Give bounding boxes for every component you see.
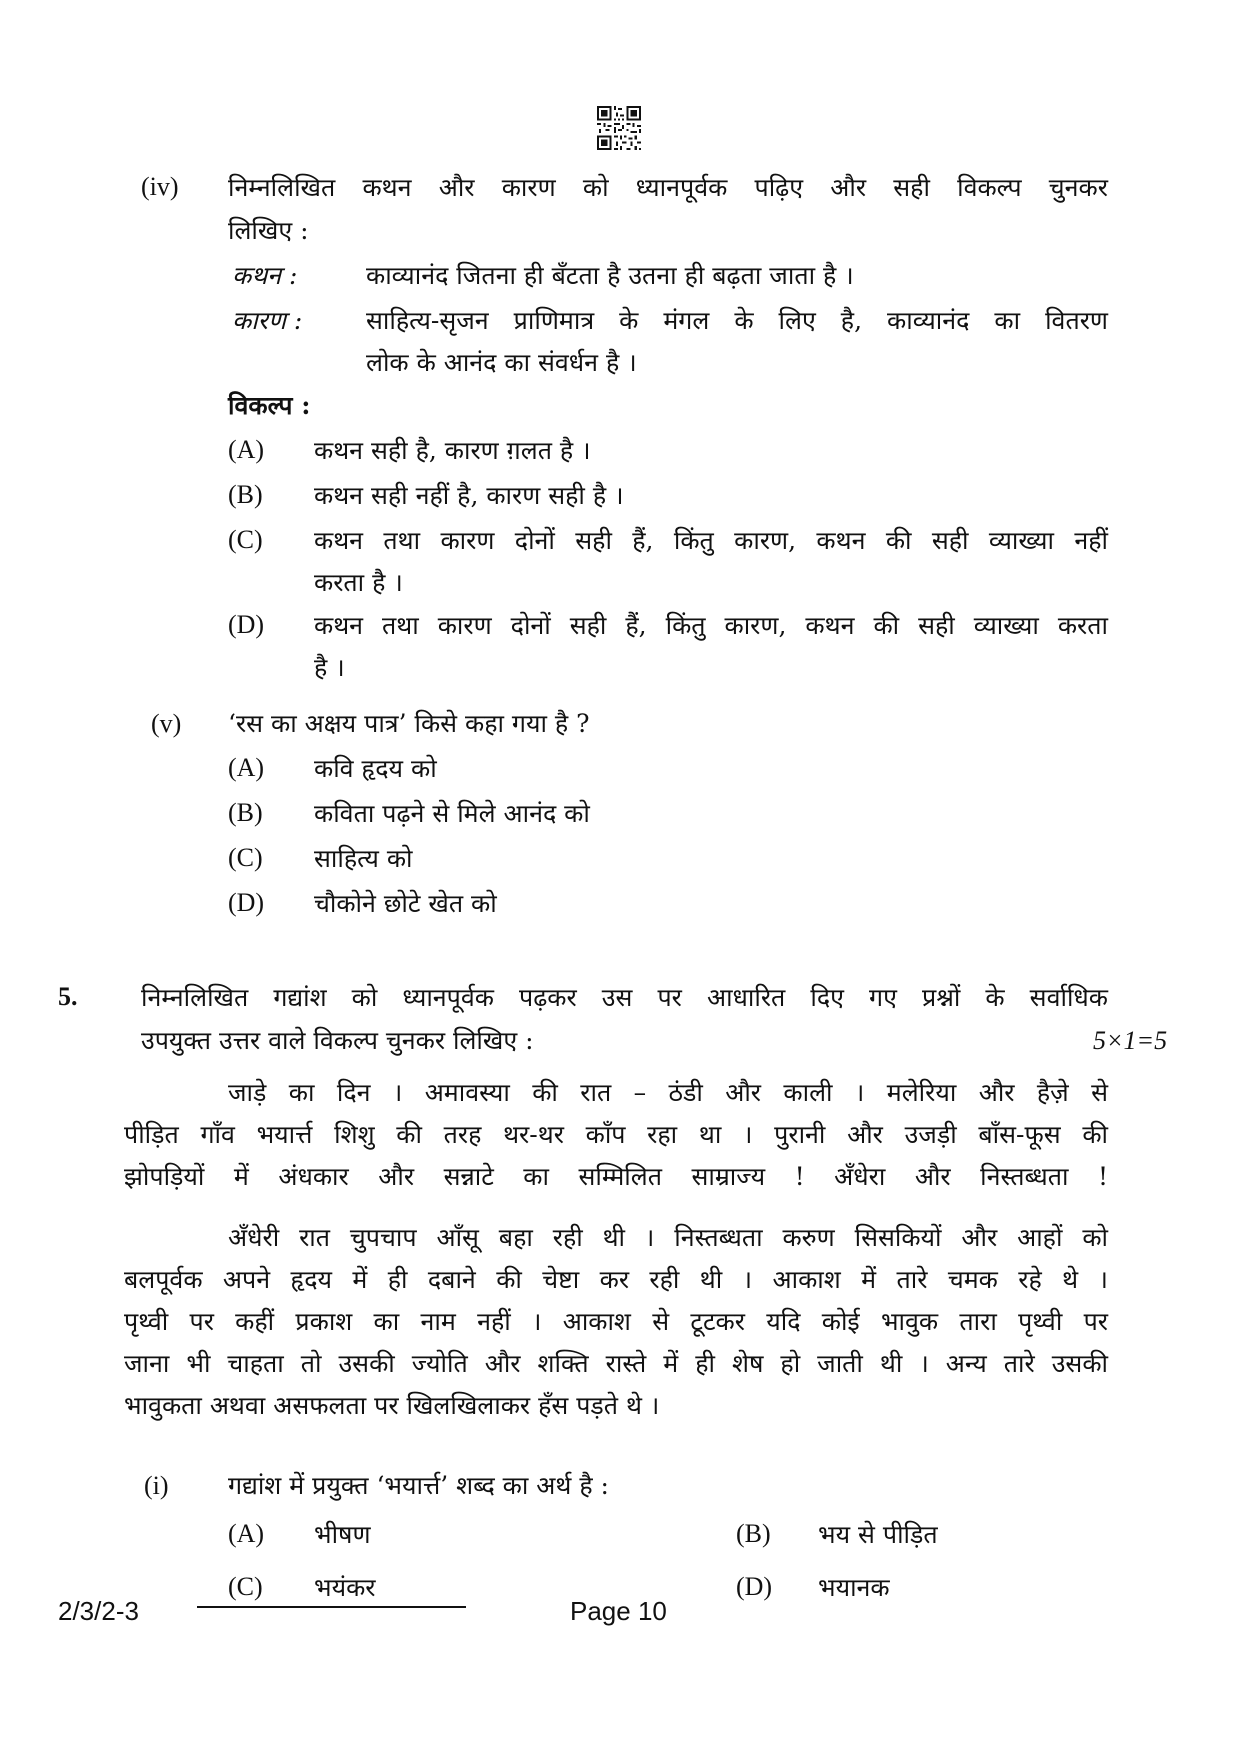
- page-number: Page 10: [570, 1596, 667, 1626]
- question-number: (v): [151, 709, 182, 738]
- marks: 5×1=5: [1093, 1026, 1168, 1055]
- option-label: (C): [228, 843, 263, 872]
- question-instruction: निम्नलिखित गद्यांश को ध्यानपूर्वक पढ़कर उस पर आधारित दिए गए प्रश्नों के सर्वाधिक: [141, 983, 1108, 1012]
- option-label: (B): [736, 1519, 771, 1548]
- option-text: चौकोने छोटे खेत को: [314, 889, 497, 918]
- option-text: भयंकर: [314, 1573, 376, 1602]
- option-text: कवि हृदय को: [314, 754, 437, 783]
- option-text: कथन तथा कारण दोनों सही हैं, किंतु कारण, कथन की सही व्याख्या नहीं: [314, 526, 1108, 555]
- passage-line: पृथ्वी पर कहीं प्रकाश का नाम नहीं । आकाश से टूटकर यदि कोई भावुक तारा पृथ्वी पर: [124, 1307, 1108, 1336]
- option-text: कथन सही है, कारण ग़लत है ।: [314, 436, 591, 465]
- option-label: (C): [228, 525, 263, 554]
- option-text-cont: करता है ।: [314, 568, 403, 597]
- question-number: (iv): [141, 172, 179, 201]
- question-text: ‘रस का अक्षय पात्र’ किसे कहा गया है ?: [228, 709, 590, 738]
- option-label: (A): [228, 435, 265, 464]
- footer-divider: [197, 1606, 466, 1608]
- option-text: भयानक: [818, 1573, 890, 1602]
- assertion-label: कथन :: [232, 261, 298, 290]
- options-heading: विकल्प :: [228, 391, 311, 420]
- reason-text: साहित्य-सृजन प्राणिमात्र के मंगल के लिए है, काव्यानंद का वितरण: [366, 306, 1108, 335]
- option-label: (A): [228, 1519, 265, 1548]
- option-label: (D): [736, 1572, 773, 1601]
- passage-line: भावुकता अथवा असफलता पर खिलखिलाकर हँस पड़ते थे ।: [124, 1391, 660, 1420]
- option-text: कथन सही नहीं है, कारण सही है ।: [314, 481, 624, 510]
- assertion-text: काव्यानंद जितना ही बँटता है उतना ही बढ़ता जाता है ।: [366, 261, 854, 290]
- option-label: (D): [228, 888, 265, 917]
- passage-line: जाड़े का दिन । अमावस्या की रात – ठंडी और काली । मलेरिया और हैज़े से: [228, 1078, 1108, 1107]
- question-text: गद्यांश में प्रयुक्त ‘भयार्त्त’ शब्द का अर्थ है :: [228, 1471, 609, 1500]
- question-number: 5.: [58, 982, 78, 1011]
- paper-code: 2/3/2-3: [58, 1596, 139, 1626]
- option-text: भय से पीड़ित: [818, 1520, 938, 1549]
- option-text: कथन तथा कारण दोनों सही हैं, किंतु कारण, कथन की सही व्याख्या करता: [314, 611, 1108, 640]
- option-label: (A): [228, 753, 265, 782]
- option-label: (C): [228, 1572, 263, 1601]
- question-number: (i): [144, 1471, 169, 1500]
- option-text: कविता पढ़ने से मिले आनंद को: [314, 799, 590, 828]
- option-label: (D): [228, 610, 265, 639]
- passage-line: झोपड़ियों में अंधकार और सन्नाटे का सम्मिलित साम्राज्य ! अँधेरा और निस्तब्धता !: [124, 1162, 1108, 1191]
- reason-text-cont: लोक के आनंद का संवर्धन है ।: [366, 348, 637, 377]
- qr-code-icon: [597, 106, 641, 150]
- option-text: साहित्य को: [314, 844, 413, 873]
- question-instruction-cont: उपयुक्त उत्तर वाले विकल्प चुनकर लिखिए :: [141, 1026, 534, 1055]
- question-instruction-cont: लिखिए :: [228, 216, 309, 245]
- option-text: भीषण: [314, 1520, 371, 1549]
- question-instruction: निम्नलिखित कथन और कारण को ध्यानपूर्वक पढ़िए और सही विकल्प चुनकर: [228, 173, 1108, 202]
- passage-line: पीड़ित गाँव भयार्त्त शिशु की तरह थर-थर काँप रहा था । पुरानी और उजड़ी बाँस-फूस की: [124, 1120, 1108, 1149]
- reason-label: कारण :: [232, 306, 303, 335]
- passage-line: जाना भी चाहता तो उसकी ज्योति और शक्ति रास्ते में ही शेष हो जाती थी । अन्य तारे उसकी: [124, 1349, 1108, 1378]
- option-label: (B): [228, 480, 263, 509]
- passage-line: अँधेरी रात चुपचाप आँसू बहा रही थी । निस्तब्धता करुण सिसकियों और आहों को: [228, 1223, 1108, 1252]
- passage-line: बलपूर्वक अपने हृदय में ही दबाने की चेष्टा कर रही थी । आकाश में तारे चमक रहे थे ।: [124, 1265, 1108, 1294]
- option-text-cont: है ।: [314, 653, 345, 682]
- option-label: (B): [228, 798, 263, 827]
